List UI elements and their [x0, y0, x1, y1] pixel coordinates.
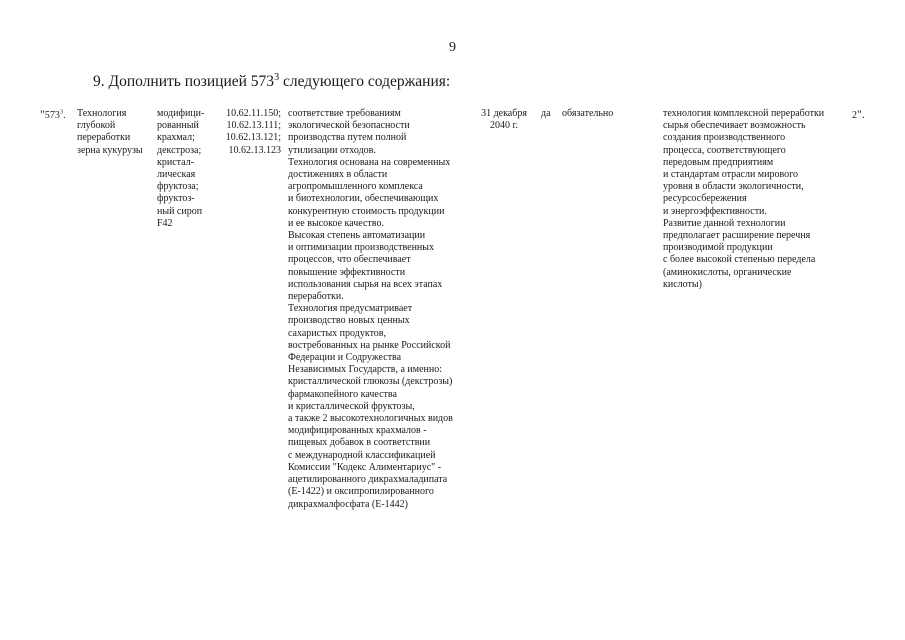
justification-line: с более высокой степенью передела: [663, 254, 816, 266]
technology-description: [288, 108, 453, 511]
justification-line: сырья обеспечивает возможность: [663, 120, 806, 132]
date-line: 31 декабря: [481, 108, 527, 119]
name-line: зерна кукурузы: [77, 144, 143, 156]
justification-line: процесса, соответствующего: [663, 144, 786, 156]
name-line: Технология: [77, 108, 127, 119]
description-line: востребованных на рынке Российской: [288, 339, 451, 351]
name-line: глубокой: [77, 120, 116, 132]
date-line: 2040 г.: [490, 120, 518, 132]
description-line: производства путем полной: [288, 132, 407, 144]
justification-line: создания производственного: [663, 132, 786, 144]
product-line: F42: [157, 217, 173, 229]
description-line: кристаллической глюкозы (декстрозы): [288, 376, 453, 388]
description-line: и ее высокое качество.: [288, 217, 384, 229]
page-number: 9: [449, 40, 456, 55]
justification-line: технология комплексной переработки: [663, 108, 825, 119]
description-line: экологической безопасности: [288, 120, 410, 132]
product-line: крахмал;: [157, 132, 195, 144]
position-value: 573: [44, 110, 60, 121]
count-number: 2: [852, 110, 857, 121]
count-value: [852, 108, 865, 122]
code-line: 10.62.11.150;: [226, 108, 281, 119]
description-line: Комиссии "Кодекс Алиментариус" -: [288, 461, 442, 473]
justification-line: предполагает расширение перечня: [663, 230, 811, 242]
okpd-codes: [219, 108, 281, 157]
description-line: достижениях в области: [288, 169, 388, 181]
justification-line: (аминокислоты, органические: [663, 266, 792, 278]
description-line: пищевых добавок в соответствии: [288, 437, 431, 449]
description-line: агропромышленного комплекса: [288, 181, 423, 193]
justification-line: и энергоэффективности.: [663, 205, 767, 217]
description-line: и оптимизации производственных: [288, 242, 434, 254]
description-line: ацетилированного дикрахмаладипата: [288, 474, 448, 486]
closing-quote: ".: [857, 107, 865, 121]
description-line: процессов, что обеспечивает: [288, 254, 411, 266]
product-line: декстроза;: [157, 144, 202, 156]
description-line: сахаристых продуктов,: [288, 327, 387, 339]
position-number: [40, 108, 66, 122]
product-line: фруктоза;: [157, 181, 199, 193]
justification-line: ресурсосбережения: [663, 193, 747, 205]
description-line: Высокая степень автоматизации: [288, 230, 426, 242]
product-line: модифици-: [157, 108, 205, 119]
description-line: производство новых ценных: [288, 315, 410, 327]
flag-value: да: [541, 108, 551, 119]
code-line: 10.62.13.121;: [225, 132, 281, 144]
description-line: Федерации и Содружества: [288, 352, 402, 364]
heading-prefix: 9. Дополнить позицией 573: [93, 73, 275, 90]
description-line: соответствие требованиям: [288, 108, 401, 119]
description-line: (Е-1422) и оксипропилированного: [288, 486, 434, 498]
description-line: модифицированных крахмалов -: [288, 425, 427, 437]
code-line: 10.62.13.123: [228, 144, 281, 156]
completion-date: [476, 108, 532, 132]
justification-line: и стандартам отрасли мирового: [663, 169, 798, 181]
justification-text: [663, 108, 824, 291]
justification-line: уровня в области экологичности,: [663, 181, 804, 193]
justification-line: Развитие данной технологии: [663, 217, 786, 229]
description-line: повышение эффективности: [288, 266, 406, 278]
description-line: дикрахмалфосфата (Е-1442): [288, 498, 408, 510]
product-list: [157, 108, 204, 230]
technology-name: [77, 108, 143, 157]
description-line: конкурентную стоимость продукции: [288, 205, 445, 217]
description-line: фармакопейного качества: [288, 388, 397, 400]
code-line: 10.62.13.111;: [226, 120, 281, 132]
justification-line: кислоты): [663, 278, 702, 290]
mandatory-value: обязательно: [562, 108, 614, 119]
heading-suffix: следующего содержания:: [279, 73, 451, 90]
justification-line: передовым предприятиям: [663, 156, 774, 168]
description-line: с международной классификацией: [288, 449, 436, 461]
product-line: фруктоз-: [157, 193, 195, 205]
description-line: а также 2 высокотехнологичных видов: [288, 413, 453, 425]
product-line: ный сироп: [157, 205, 203, 217]
heading-superscript: 3: [274, 71, 280, 83]
product-line: лическая: [157, 169, 196, 181]
description-line: переработки.: [288, 291, 344, 303]
description-line: Независимых Государств, а именно:: [288, 364, 443, 376]
product-line: кристал-: [157, 156, 194, 168]
product-line: рованный: [157, 120, 199, 132]
section-heading: [93, 73, 450, 91]
name-line: переработки: [77, 132, 131, 144]
position-superscript: 3: [59, 108, 64, 116]
description-line: и биотехнологии, обеспечивающих: [288, 193, 439, 205]
description-line: утилизации отходов.: [288, 144, 376, 156]
description-line: и кристаллической фруктозы,: [288, 400, 415, 412]
description-line: использования сырья на всех этапах: [288, 278, 443, 290]
opening-quote: ": [40, 107, 45, 121]
description-line: Технология основана на современных: [288, 156, 451, 168]
position-dot: .: [63, 110, 66, 121]
description-line: Технология предусматривает: [288, 303, 413, 315]
justification-line: производимой продукции: [663, 242, 773, 254]
